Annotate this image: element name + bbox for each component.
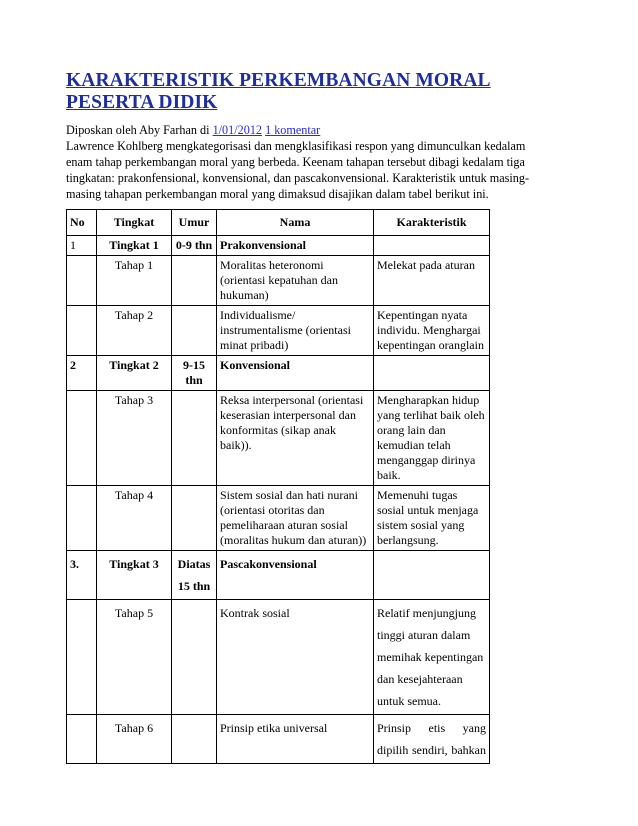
article bbox=[66, 70, 568, 764]
cell-no: 1 bbox=[67, 236, 97, 256]
cell-no: 3. bbox=[67, 551, 97, 600]
cell-tingkat: Tingkat 3 bbox=[97, 551, 172, 600]
table-row bbox=[67, 715, 490, 764]
table-row bbox=[67, 486, 490, 551]
cell-karakteristik: Memenuhi tugas sosial untuk menjaga sistem sosial yang berlangsung. bbox=[374, 486, 490, 551]
cell-karakteristik bbox=[374, 236, 490, 256]
cell-umur bbox=[172, 486, 217, 551]
post-meta bbox=[66, 122, 568, 138]
table-row bbox=[67, 600, 490, 715]
cell-umur bbox=[172, 306, 217, 356]
cell-nama: Moralitas heteronomi (orientasi kepatuhan dan hukuman) bbox=[217, 256, 374, 306]
table-row bbox=[67, 256, 490, 306]
intro-line: tingkatan: prakonfensional, konvensional, dan pascakonvensional. Karakteristik untuk masing- bbox=[66, 171, 530, 185]
table-row bbox=[67, 306, 490, 356]
cell-karakteristik bbox=[374, 551, 490, 600]
cell-umur bbox=[172, 600, 217, 715]
cell-tingkat: Tahap 1 bbox=[97, 256, 172, 306]
cell-no bbox=[67, 715, 97, 764]
cell-karakteristik: Kepentingan nyata individu. Menghargai kepentingan oranglain bbox=[374, 306, 490, 356]
cell-nama: Sistem sosial dan hati nurani (orientasi otoritas dan pemeliharaan aturan sosial (moralitas hukum dan aturan)) bbox=[217, 486, 374, 551]
cell-tingkat: Tingkat 2 bbox=[97, 356, 172, 391]
cell-tingkat: Tahap 3 bbox=[97, 391, 172, 486]
cell-umur: 0-9 thn bbox=[172, 236, 217, 256]
header-tingkat: Tingkat bbox=[97, 210, 172, 236]
table-header-row bbox=[67, 210, 490, 236]
cell-karakteristik: Mengharapkan hidup yang terlihat baik oleh orang lain dan kemudian telah menganggap dirinya baik. bbox=[374, 391, 490, 486]
cell-no bbox=[67, 391, 97, 486]
cell-tingkat: Tahap 4 bbox=[97, 486, 172, 551]
cell-umur: Diatas 15 thn bbox=[172, 551, 217, 600]
cell-no bbox=[67, 600, 97, 715]
author-prefix: Diposkan oleh Aby Farhan di bbox=[66, 123, 213, 137]
moral-stages-table bbox=[66, 209, 490, 764]
cell-umur bbox=[172, 391, 217, 486]
cell-nama: Prakonvensional bbox=[217, 236, 374, 256]
cell-umur: 9-15 thn bbox=[172, 356, 217, 391]
cell-no: 2 bbox=[67, 356, 97, 391]
cell-nama: Konvensional bbox=[217, 356, 374, 391]
header-no: No bbox=[67, 210, 97, 236]
post-date-link[interactable]: 1/01/2012 bbox=[212, 123, 263, 137]
cell-tingkat: Tahap 6 bbox=[97, 715, 172, 764]
cell-karakteristik bbox=[374, 356, 490, 391]
table-row bbox=[67, 356, 490, 391]
header-umur: Umur bbox=[172, 210, 217, 236]
cell-nama: Prinsip etika universal bbox=[217, 715, 374, 764]
post-title[interactable]: KARAKTERISTIK PERKEMBANGAN MORAL PESERTA DIDIK bbox=[66, 70, 491, 113]
cell-umur bbox=[172, 715, 217, 764]
table-row bbox=[67, 236, 490, 256]
cell-no bbox=[67, 306, 97, 356]
cell-karakteristik: Melekat pada aturan bbox=[374, 256, 490, 306]
cell-karakteristik: Prinsip etis yang dipilih sendiri, bahkan bbox=[374, 715, 490, 764]
cell-nama: Kontrak sosial bbox=[217, 600, 374, 715]
cell-karakteristik: Relatif menjungjung tinggi aturan dalam memihak kepentingan dan kesejahteraan untuk semua. bbox=[374, 600, 490, 715]
cell-nama: Individualisme/ instrumentalisme (orientasi minat pribadi) bbox=[217, 306, 374, 356]
cell-umur bbox=[172, 256, 217, 306]
header-nama: Nama bbox=[217, 210, 374, 236]
table-row bbox=[67, 551, 490, 600]
cell-nama: Reksa interpersonal (orientasi keserasian interpersonal dan konformitas (sikap anak baik)). bbox=[217, 391, 374, 486]
cell-no bbox=[67, 256, 97, 306]
cell-tingkat: Tahap 5 bbox=[97, 600, 172, 715]
intro-line: masing tahapan perkembangan moral yang dimaksud disajikan dalam tabel berikut ini. bbox=[66, 187, 489, 201]
header-karakteristik: Karakteristik bbox=[374, 210, 490, 236]
table-row bbox=[67, 391, 490, 486]
comments-link[interactable]: 1 komentar bbox=[265, 123, 321, 137]
cell-nama: Pascakonvensional bbox=[217, 551, 374, 600]
cell-no bbox=[67, 486, 97, 551]
intro-paragraph bbox=[66, 138, 568, 202]
intro-line: enam tahap perkembangan moral yang berbeda. Keenam tahapan tersebut dibagi kedalam tiga bbox=[66, 155, 525, 169]
cell-tingkat: Tingkat 1 bbox=[97, 236, 172, 256]
intro-line: Lawrence Kohlberg mengkategorisasi dan mengklasifikasi respon yang dimunculkan kedalam bbox=[66, 139, 526, 153]
cell-tingkat: Tahap 2 bbox=[97, 306, 172, 356]
